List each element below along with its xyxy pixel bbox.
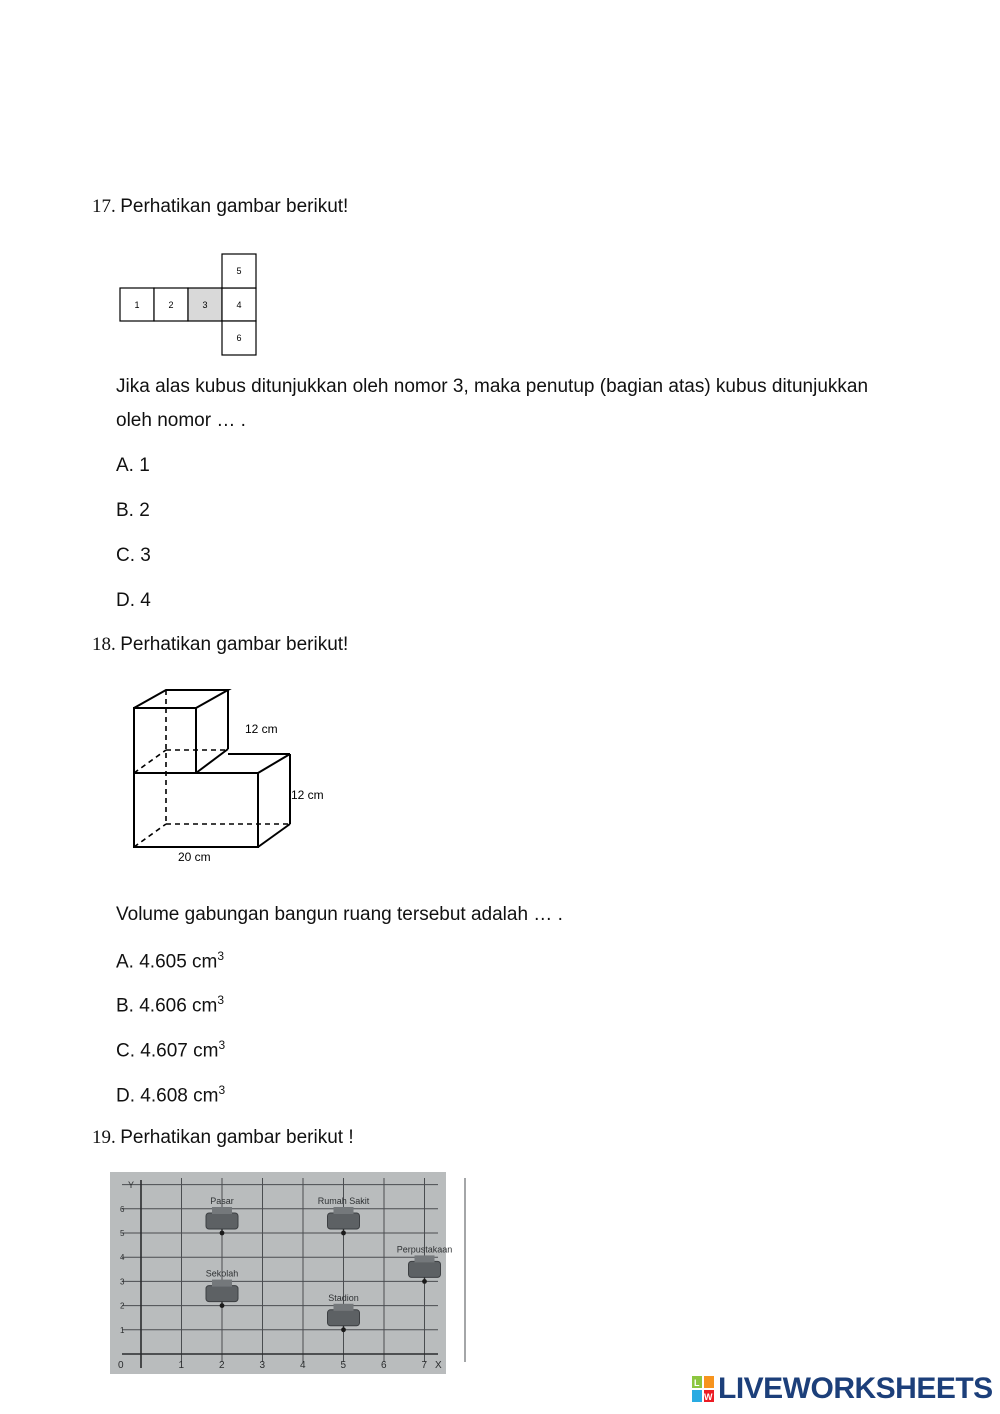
q17-question-line2: oleh nomor … . [116, 410, 246, 431]
q18-option-a-text: A. 4.605 cm [116, 951, 218, 973]
coordinate-map [110, 1172, 453, 1374]
q18-option-d-exp: 3 [218, 1083, 226, 1097]
label-side-12cm: 12 cm [291, 788, 324, 802]
cube-right-bottom-edge [196, 749, 228, 773]
map-x-tick-label: 5 [340, 1360, 347, 1371]
q19-header [92, 1127, 354, 1149]
net-label-5: 5 [236, 266, 242, 276]
map-building-roof [415, 1255, 435, 1262]
q18-option-c[interactable] [116, 1038, 225, 1062]
q18-question: Volume gabungan bangun ruang tersebut adalah … . [116, 904, 563, 925]
q17-header [92, 196, 348, 218]
q18-option-d[interactable] [116, 1083, 225, 1107]
map-building-rumah-sakit-icon [328, 1213, 360, 1229]
map-building-perpustakaan-icon [409, 1261, 441, 1277]
map-building-pasar-icon [206, 1213, 238, 1229]
net-label-6: 6 [236, 333, 242, 343]
q18-header [92, 634, 348, 656]
q17-option-c[interactable]: C. 3 [116, 545, 151, 566]
composite-solid-diagram [126, 684, 336, 868]
map-label-pasar: Pasar [210, 1196, 234, 1206]
q18-option-b-exp: 3 [217, 993, 225, 1007]
cuboid-top-slant-edge [258, 754, 290, 773]
map-label-stadion: Stadion [328, 1292, 359, 1303]
logo-letter-l: L [694, 1378, 700, 1388]
q18-option-b[interactable] [116, 993, 224, 1017]
map-x-tick-label: 4 [300, 1360, 306, 1371]
q19-title: Perhatikan gambar berikut ! [120, 1127, 354, 1148]
net-label-3: 3 [202, 300, 208, 310]
map-x-tick-label: 1 [178, 1360, 185, 1371]
q18-title: Perhatikan gambar berikut! [120, 634, 349, 655]
cube-net-diagram [118, 252, 260, 358]
hidden-edge-bottom-slant [134, 824, 166, 847]
q18-number: 18. [92, 634, 116, 655]
map-y-tick-label: 5 [120, 1229, 125, 1238]
q18-option-d-text: D. 4.608 cm [116, 1085, 219, 1107]
map-origin-label: 0 [118, 1360, 124, 1371]
q17-option-d[interactable]: D. 4 [116, 590, 151, 611]
net-label-1: 1 [134, 300, 140, 310]
map-label-perpustakaan: Perpustakaan [396, 1244, 453, 1255]
map-y-tick-label: 3 [120, 1277, 125, 1287]
q19-number: 19. [92, 1127, 116, 1148]
map-label-sekolah: Sekolah [205, 1268, 239, 1279]
map-label-rumah-sakit: Rumah Sakit [317, 1196, 370, 1206]
map-y-tick-label: 1 [120, 1325, 125, 1335]
q17-question [116, 370, 976, 438]
liveworksheets-brand[interactable] [692, 1372, 993, 1406]
q17-number: 17. [92, 196, 116, 217]
q17-option-a[interactable]: A. 1 [116, 455, 150, 476]
q17-option-b[interactable]: B. 2 [116, 500, 150, 521]
map-point-pasar [220, 1231, 225, 1236]
net-label-4: 4 [236, 300, 242, 310]
net-label-2: 2 [168, 300, 174, 310]
q18-option-b-text: B. 4.606 cm [116, 995, 218, 1017]
map-x-tick-label: 6 [381, 1360, 387, 1371]
map-building-sekolah-icon [206, 1286, 238, 1302]
map-point-perpustakaan [422, 1279, 427, 1284]
cube-top-face [134, 690, 228, 708]
map-y-tick-label: 2 [120, 1301, 125, 1311]
q18-option-c-text: C. 4.607 cm [116, 1040, 219, 1062]
label-bottom-20cm: 20 cm [178, 850, 211, 864]
q18-option-c-exp: 3 [218, 1038, 226, 1052]
liveworksheets-logo-icon [692, 1376, 714, 1402]
map-building-roof [334, 1304, 354, 1311]
logo-letter-w: W [704, 1392, 713, 1402]
map-x-tick-label: 2 [219, 1360, 225, 1371]
map-axis-x-label: X [435, 1360, 442, 1371]
hidden-edge-back-mid [134, 750, 166, 773]
map-point-stadion [341, 1327, 346, 1332]
map-photo-background [110, 1172, 446, 1374]
map-building-roof [334, 1207, 354, 1214]
map-building-roof [212, 1207, 232, 1214]
q17-title: Perhatikan gambar berikut! [120, 196, 349, 217]
cube-front-face [134, 708, 196, 773]
q18-option-a[interactable] [116, 949, 224, 973]
q18-option-a-exp: 3 [217, 949, 225, 963]
map-axis-y-label: Y [128, 1180, 135, 1190]
label-top-12cm: 12 cm [245, 722, 278, 736]
map-y-tick-label: 6 [120, 1204, 125, 1214]
map-x-tick-label: 7 [421, 1360, 428, 1371]
map-x-tick-label: 3 [259, 1360, 266, 1371]
map-building-roof [212, 1280, 232, 1287]
map-building-stadion-icon [328, 1310, 360, 1326]
map-y-tick-label: 4 [120, 1253, 125, 1263]
map-point-rumah-sakit [341, 1231, 346, 1236]
q17-question-line1: Jika alas kubus ditunjukkan oleh nomor 3, maka penutup (bagian atas) kubus ditunjukkan [116, 376, 869, 397]
liveworksheets-wordmark: LIVEWORKSHEETS [718, 1372, 993, 1405]
cuboid-bottom-slant-edge [258, 824, 290, 847]
cuboid-front-face [134, 773, 258, 847]
map-point-sekolah [220, 1303, 225, 1308]
